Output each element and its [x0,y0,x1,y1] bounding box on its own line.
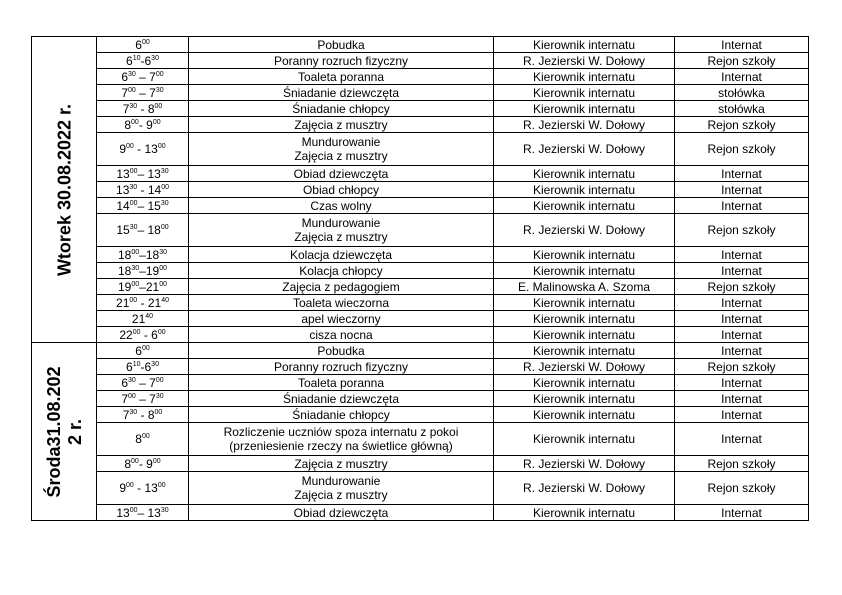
activity-line: Mundurowanie [301,135,381,149]
time-cell: $6^{00}$ [97,343,189,359]
schedule-row [32,375,809,391]
schedule-row [32,279,809,295]
schedule-row [32,198,809,214]
activity-cell [189,505,494,521]
schedule-row [32,505,809,521]
responsible-cell: Kierownik internatu [494,182,675,198]
day-label-line: Wtorek 30.08.2022 r. [54,103,74,276]
time-minutes: 30 [129,183,138,191]
time-minutes: 00 [128,392,136,400]
responsible-cell: Kierownik internatu [494,327,675,343]
activity-line: Czas wolny [310,198,372,213]
location-cell: Internat [675,182,809,198]
time-minutes: 00 [159,280,167,288]
time-minutes: 00 [157,482,166,489]
day-label [44,366,86,497]
responsible-cell: Kierownik internatu [494,375,675,391]
time-cell: $7^{00} - 7^{30}$ [97,391,189,407]
time-cell: $7^{00} - 7^{30}$ [97,85,189,101]
time-minutes: 40 [145,312,154,320]
schedule-row [32,359,809,375]
time-minutes: 00 [152,457,161,465]
time-cell: $6^{30} - 7^{00}$ [97,69,189,85]
activity-line: Zajęcia z musztry [294,488,388,502]
activity-line: Mundurowanie [301,216,381,230]
time-minutes: 00 [155,70,164,78]
responsible-cell: Kierownik internatu [494,85,675,101]
time-minutes: 00 [129,199,138,207]
time-cell: $6^{10}-6^{30}$ [97,53,189,69]
schedule-body [32,37,809,521]
time-cell: $22^{00} - 6^{00}$ [97,327,189,343]
activity-line: Zajęcia z musztry [294,230,388,244]
responsible-cell: R. Jezierski W. Dołowy [494,472,675,505]
responsible-cell: Kierownik internatu [494,263,675,279]
schedule-row [32,101,809,117]
activity-cell [189,214,494,247]
location-cell: Rejon szkoły [675,359,809,375]
time-minutes: 10 [132,360,141,368]
responsible-cell: R. Jezierski W. Dołowy [494,214,675,247]
activity-cell [189,263,494,279]
time-minutes: 00 [157,143,166,150]
time-minutes: 30 [129,102,138,110]
time-cell: $7^{30} - 8^{00}$ [97,101,189,117]
responsible-cell: Kierownik internatu [494,407,675,423]
time-minutes: 00 [160,224,169,231]
responsible-cell: Kierownik internatu [494,198,675,214]
responsible-cell: R. Jezierski W. Dołowy [494,133,675,166]
location-cell: Internat [675,198,809,214]
time-minutes: 00 [126,143,134,150]
time-cell: $8^{00}$ [97,423,189,456]
day-label-line: Środa31.08.202 [43,365,64,498]
activity-cell [189,133,494,166]
schedule-row [32,214,809,247]
responsible-cell: R. Jezierski W. Dołowy [494,53,675,69]
time-cell: $8^{00}-$ $9^{00}$ [97,456,189,472]
schedule-row [32,295,809,311]
activity-cell [189,85,494,101]
activity-line: Śniadanie chłopcy [292,101,390,116]
activity-cell [189,295,494,311]
location-cell: Rejon szkoły [675,53,809,69]
responsible-cell: Kierownik internatu [494,69,675,85]
activity-line: Obiad chłopcy [302,182,380,197]
time-minutes: 30 [151,54,159,62]
responsible-cell: Kierownik internatu [494,343,675,359]
location-cell: Internat [675,166,809,182]
activity-cell [189,101,494,117]
time-minutes: 00 [154,408,163,416]
activity-cell [189,166,494,182]
time-minutes: 00 [128,86,136,94]
activity-cell [189,375,494,391]
activity-line: Toaleta poranna [297,375,385,390]
time-minutes: 30 [131,264,140,272]
schedule-row [32,85,809,101]
activity-cell [189,343,494,359]
activity-cell [189,53,494,69]
location-cell: stołówka [675,85,809,101]
activity-line: cisza nocna [309,327,373,342]
activity-line: Toaleta wieczorna [292,295,390,310]
location-cell: Rejon szkoły [675,117,809,133]
time-minutes: 00 [131,118,139,126]
activity-cell [189,472,494,505]
time-cell: $21^{00} - 21^{40}$ [97,295,189,311]
schedule-row [32,456,809,472]
responsible-cell: Kierownik internatu [494,247,675,263]
day-cell [32,343,97,521]
activity-line: Mundurowanie [301,474,381,488]
activity-cell [189,117,494,133]
time-cell: $6^{10}-6^{30}$ [97,359,189,375]
time-minutes: 00 [126,482,134,489]
time-minutes: 10 [132,54,141,62]
activity-cell [189,407,494,423]
time-minutes: 30 [160,167,169,175]
location-cell: Internat [675,311,809,327]
activity-line: Pobudka [317,37,365,52]
location-cell: Internat [675,375,809,391]
schedule-row [32,133,809,166]
schedule-row [32,407,809,423]
time-minutes: 00 [159,264,167,272]
time-minutes: 30 [128,70,136,78]
time-cell: $7^{30} - 8^{00}$ [97,407,189,423]
activity-line: Poranny rozruch fizyczny [273,359,409,374]
schedule-row [32,327,809,343]
schedule-row [32,53,809,69]
day-label [54,103,75,275]
time-minutes: 00 [129,506,138,514]
location-cell: Internat [675,343,809,359]
activity-line: Obiad dziewczęta [293,505,389,520]
activity-line: Poranny rozruch fizyczny [273,53,409,68]
time-minutes: 00 [157,328,166,336]
location-cell: Rejon szkoły [675,133,809,166]
location-cell: Internat [675,327,809,343]
location-cell: Rejon szkoły [675,214,809,247]
responsible-cell: E. Malinowska A. Szoma [494,279,675,295]
activity-cell [189,69,494,85]
time-cell: $18^{30}-19^{00}$ [97,263,189,279]
activity-line: apel wieczorny [301,311,381,326]
schedule-row [32,247,809,263]
activity-line: (przeniesienie rzeczy na świetlice główną) [229,439,453,453]
location-cell: Internat [675,423,809,456]
time-minutes: 30 [160,199,169,207]
time-minutes: 00 [129,167,138,175]
activity-line: Pobudka [317,343,365,358]
day-label-line: 2 r. [64,418,85,445]
activity-cell [189,456,494,472]
time-cell: $8^{00}-$ $9^{00}$ [97,117,189,133]
schedule-row [32,311,809,327]
activity-cell [189,359,494,375]
time-minutes: 30 [129,224,138,231]
responsible-cell: Kierownik internatu [494,101,675,117]
location-cell: Rejon szkoły [675,279,809,295]
schedule-row [32,472,809,505]
time-minutes: 30 [160,506,169,514]
responsible-cell: R. Jezierski W. Dołowy [494,117,675,133]
activity-cell [189,37,494,53]
responsible-cell: Kierownik internatu [494,166,675,182]
time-cell: $6^{00}$ [97,37,189,53]
activity-line: Obiad dziewczęta [293,166,389,181]
responsible-cell: Kierownik internatu [494,391,675,407]
schedule-row [32,37,809,53]
responsible-cell: R. Jezierski W. Dołowy [494,456,675,472]
activity-cell [189,198,494,214]
time-cell: $13^{30} - 14^{00}$ [97,182,189,198]
activity-line: Kolacja chłopcy [299,263,383,278]
activity-cell [189,391,494,407]
time-minutes: 00 [131,280,140,288]
responsible-cell: Kierownik internatu [494,311,675,327]
location-cell: Internat [675,247,809,263]
time-minutes: 00 [161,183,169,191]
location-cell: Internat [675,37,809,53]
location-cell: Rejon szkoły [675,472,809,505]
activity-cell [189,327,494,343]
schedule-row [32,391,809,407]
location-cell: Internat [675,295,809,311]
time-cell: $13^{00}-$ $13^{30}$ [97,166,189,182]
time-cell: $18^{00}-18^{30}$ [97,247,189,263]
time-cell: $9^{00} - 13^{00}$ [97,133,189,166]
time-cell: $14^{00}-$ $15^{30}$ [97,198,189,214]
time-cell: $9^{00} - 13^{00}$ [97,472,189,505]
activity-line: Rozliczenie uczniów spoza internatu z pokoi [223,425,459,439]
time-cell: $19^{00}-21^{00}$ [97,279,189,295]
time-minutes: 00 [141,38,150,46]
responsible-cell: R. Jezierski W. Dołowy [494,359,675,375]
time-minutes: 30 [159,248,167,256]
responsible-cell: Kierownik internatu [494,505,675,521]
activity-line: Kolacja dziewczęta [289,247,393,262]
activity-cell [189,182,494,198]
location-cell: Internat [675,263,809,279]
location-cell: stołówka [675,101,809,117]
time-minutes: 00 [131,457,139,465]
time-minutes: 00 [154,102,163,110]
time-minutes: 00 [152,118,161,126]
time-minutes: 00 [141,433,150,440]
time-minutes: 30 [128,376,136,384]
location-cell: Internat [675,69,809,85]
schedule-row [32,69,809,85]
time-minutes: 00 [131,248,140,256]
schedule-row [32,182,809,198]
schedule-row [32,423,809,456]
activity-line: Śniadanie chłopcy [292,407,390,422]
activity-line: Toaleta poranna [297,69,385,84]
activity-line: Zajęcia z musztry [294,117,388,132]
schedule-row [32,343,809,359]
time-cell: $21^{40}$ [97,311,189,327]
activity-cell [189,247,494,263]
time-minutes: 30 [155,392,164,400]
activity-line: Śniadanie dziewczęta [282,391,400,406]
time-minutes: 40 [161,296,169,304]
responsible-cell: Kierownik internatu [494,295,675,311]
location-cell: Internat [675,407,809,423]
location-cell: Rejon szkoły [675,456,809,472]
time-minutes: 00 [155,376,164,384]
day-cell [32,37,97,343]
time-cell: $13^{00}-$ $13^{30}$ [97,505,189,521]
activity-cell [189,423,494,456]
time-minutes: 30 [129,408,138,416]
time-minutes: 30 [151,360,159,368]
time-minutes: 30 [155,86,164,94]
time-minutes: 00 [141,344,150,352]
schedule-row [32,117,809,133]
responsible-cell: Kierownik internatu [494,423,675,456]
activity-line: Zajęcia z pedagogiem [282,279,400,294]
time-cell: $6^{30} - 7^{00}$ [97,375,189,391]
activity-line: Śniadanie dziewczęta [282,85,400,100]
activity-cell [189,311,494,327]
time-minutes: 00 [132,328,141,336]
activity-line: Zajęcia z musztry [294,149,388,163]
schedule-row [32,263,809,279]
time-minutes: 00 [129,296,138,304]
schedule-table [31,36,809,521]
schedule-row [32,166,809,182]
activity-line: Zajęcia z musztry [294,456,388,471]
time-cell: $15^{30}-$ $18^{00}$ [97,214,189,247]
activity-cell [189,279,494,295]
responsible-cell: Kierownik internatu [494,37,675,53]
location-cell: Internat [675,391,809,407]
location-cell: Internat [675,505,809,521]
